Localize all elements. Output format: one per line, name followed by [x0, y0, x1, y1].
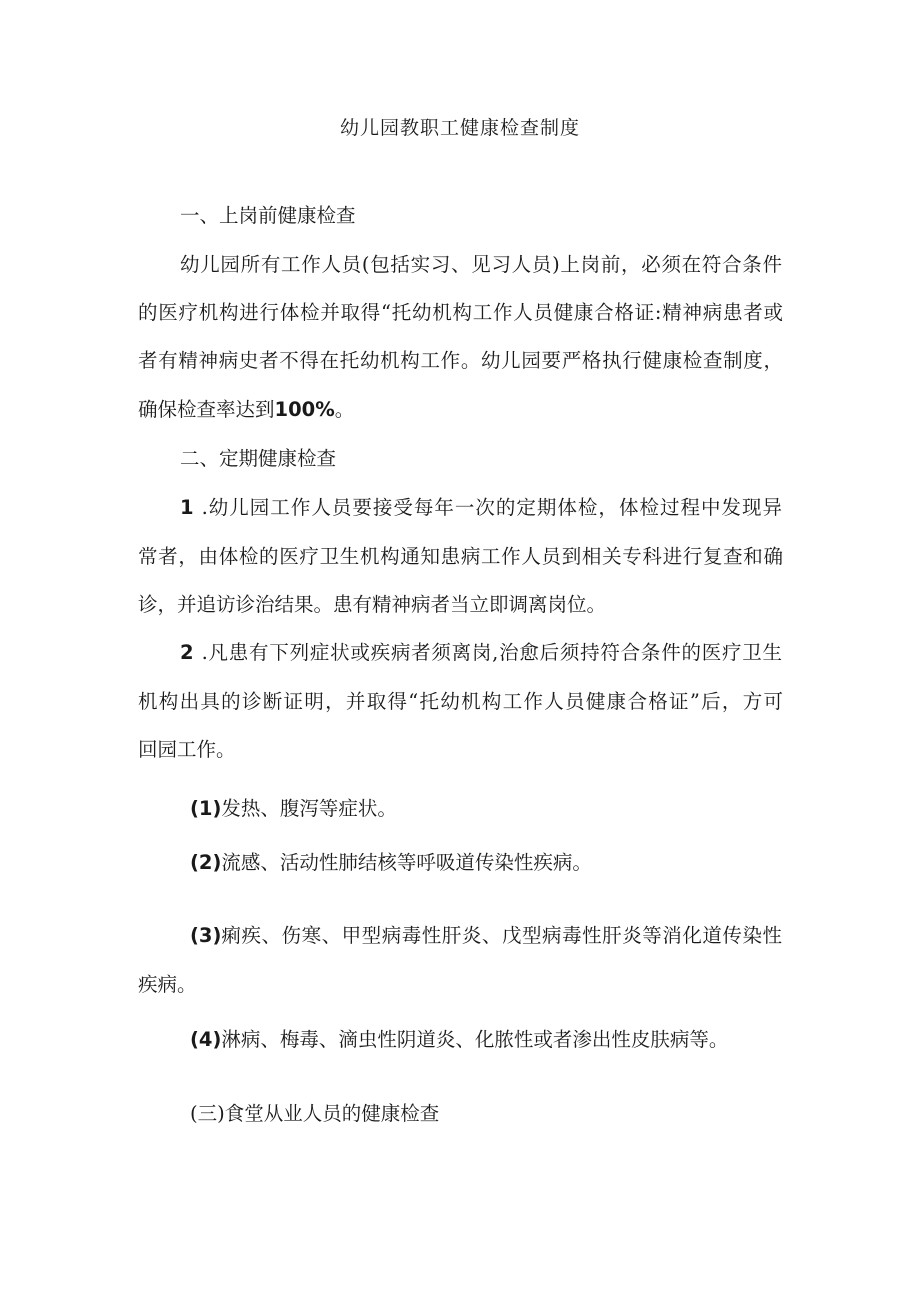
check-rate-suffix: 。 [334, 398, 355, 421]
sub-item-3-text: 痢疾、伤寒、甲型病毒性肝炎、戊型病毒性肝炎等消化道传染性 [221, 924, 782, 947]
item2-line-1-text: .凡患有下列症状或疾病者须离岗,治愈后须持符合条件的医疗卫生 [201, 641, 782, 664]
sub-item-1-text: 发热、腹泻等症状。 [221, 797, 397, 820]
sub-item-4-text: 淋病、梅毒、滴虫性阴道炎、化脓性或者渗出性皮肤病等。 [221, 1028, 729, 1051]
section3-heading: (三)食堂从业人员的健康检查 [190, 1102, 440, 1125]
item1-line-2: 常者，由体检的医疗卫生机构通知患病工作人员到相关专科进行复查和确 [138, 545, 783, 568]
item2-line-1 [180, 639, 782, 667]
item1-line-1 [180, 494, 782, 522]
sub-item-2-text: 流感、活动性肺结核等呼吸道传染性疾病。 [221, 851, 592, 874]
sub-item-3-line-2: 疾病。 [138, 973, 197, 996]
item1-line-3: 诊，并追访诊治结果。患有精神病者当立即调离岗位。 [138, 593, 607, 616]
section1-heading: 一、上岗前健康检查 [180, 204, 356, 227]
section1-line-4 [138, 396, 354, 424]
section1-line-3: 者有精神病史者不得在托幼机构工作。幼儿园要严格执行健康检查制度， [138, 349, 783, 372]
item1-line-1-text: .幼儿园工作人员要接受每年一次的定期体检，体检过程中发现异 [201, 496, 782, 519]
section2-heading: 二、定期健康检查 [180, 447, 337, 470]
sub-item-3 [190, 922, 782, 950]
sub-item-1-number: (1) [190, 797, 222, 820]
check-rate: 100% [274, 398, 335, 421]
sub-item-4-number: (4) [190, 1028, 222, 1051]
sub-item-2 [190, 849, 592, 877]
document-title: 幼儿园教职工健康检查制度 [339, 117, 580, 139]
item1-number: 1 [180, 496, 194, 519]
section1-line-1: 幼儿园所有工作人员(包括实习、见习人员)上岗前，必须在符合条件 [180, 253, 782, 276]
sub-item-2-number: (2) [190, 851, 222, 874]
sub-item-4 [190, 1026, 728, 1054]
section1-line-4-text: 确保检查率达到 [138, 398, 275, 421]
section1-line-2: 的医疗机构进行体检并取得“托幼机构工作人员健康合格证:精神病患者或 [138, 301, 783, 324]
item2-number: 2 [180, 641, 194, 664]
item2-line-2: 机构出具的诊断证明，并取得“托幼机构工作人员健康合格证”后，方可 [138, 690, 783, 713]
sub-item-1 [190, 795, 397, 823]
sub-item-3-number: (3) [190, 924, 222, 947]
item2-line-3: 回园工作。 [138, 738, 236, 761]
